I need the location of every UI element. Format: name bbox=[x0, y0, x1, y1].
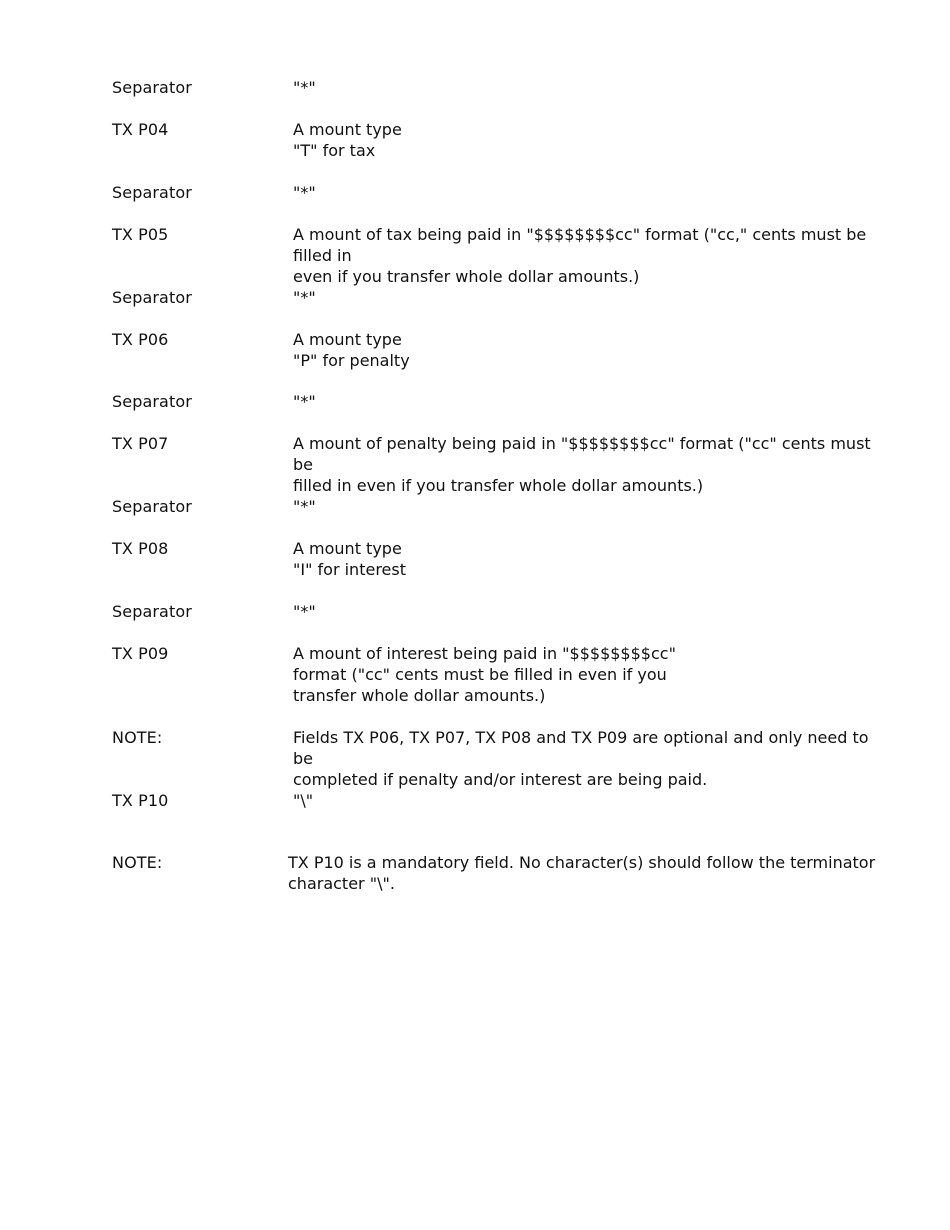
note-text: Fields TX P06, TX P07, TX P08 and TX P09 are optional and only need to be completed if penalty and/or interest are being paid. bbox=[293, 728, 869, 789]
field-description: A mount type "P" for penalty bbox=[293, 330, 410, 370]
field-label: Separator bbox=[112, 78, 192, 97]
field-description: "*" bbox=[293, 392, 316, 411]
note-label: NOTE: bbox=[112, 728, 163, 747]
field-description: A mount of penalty being paid in "$$$$$$$$cc" format ("cc" cents must be filled in even if you transfer whole dollar amounts.) bbox=[293, 434, 871, 495]
field-label: Separator bbox=[112, 183, 192, 202]
note-text: TX P10 is a mandatory field. No character(s) should follow the terminator character "\". bbox=[288, 853, 876, 893]
field-description: "\" bbox=[293, 791, 314, 810]
note-label: NOTE: bbox=[112, 853, 163, 872]
field-label: TX P09 bbox=[112, 644, 169, 663]
field-description: "*" bbox=[293, 183, 316, 202]
field-label: Separator bbox=[112, 497, 192, 516]
field-label: TX P05 bbox=[112, 225, 169, 244]
field-description: "*" bbox=[293, 78, 316, 97]
field-label: Separator bbox=[112, 392, 192, 411]
field-description: "*" bbox=[293, 602, 316, 621]
field-label: TX P06 bbox=[112, 330, 169, 349]
field-description: A mount of interest being paid in "$$$$$$$$cc" format ("cc" cents must be filled in even if you transfer whole dollar amounts.) bbox=[293, 644, 676, 705]
field-label: Separator bbox=[112, 602, 192, 621]
field-description: "*" bbox=[293, 288, 316, 307]
field-description: A mount type "T" for tax bbox=[293, 120, 402, 160]
field-description: A mount of tax being paid in "$$$$$$$$cc" format ("cc," cents must be filled in even if you transfer whole dollar amounts.) bbox=[293, 225, 867, 286]
field-label: TX P04 bbox=[112, 120, 169, 139]
field-label: TX P07 bbox=[112, 434, 169, 453]
field-description: A mount type "I" for interest bbox=[293, 539, 406, 579]
field-label: TX P08 bbox=[112, 539, 169, 558]
field-description: "*" bbox=[293, 497, 316, 516]
field-label: Separator bbox=[112, 288, 192, 307]
field-label: TX P10 bbox=[112, 791, 169, 810]
